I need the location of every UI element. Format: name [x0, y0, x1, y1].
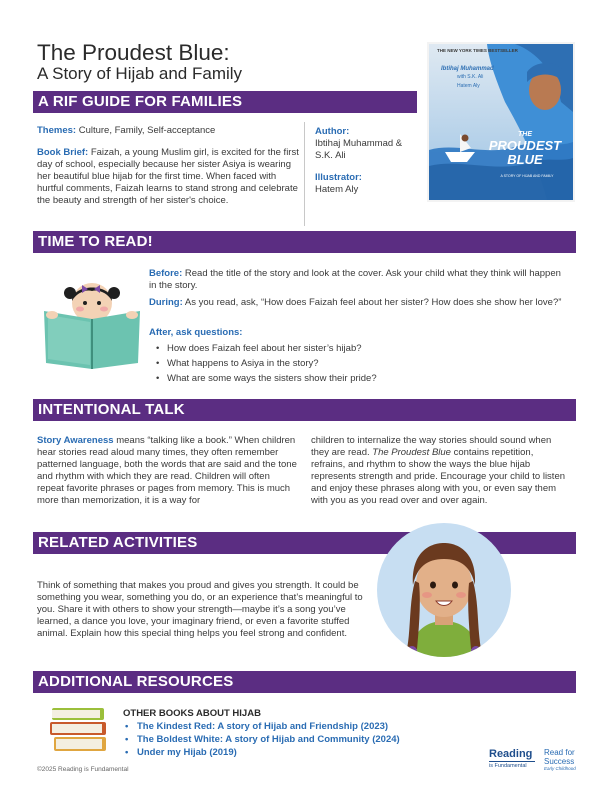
page-subtitle: A Story of Hijab and Family — [37, 64, 243, 83]
resources-subheading: OTHER BOOKS ABOUT HIJAB — [123, 708, 261, 719]
cover-title — [485, 130, 565, 167]
resource-list — [123, 720, 400, 759]
cover-tagline: THE NEW YORK TIMES BESTSELLER — [437, 48, 518, 53]
additional-resources-heading: ADDITIONAL RESOURCES — [33, 671, 576, 693]
rif-logo-line2: is Fundamental — [489, 763, 527, 769]
rfs-logo — [544, 748, 594, 778]
col2-book-title: The Proudest Blue — [372, 447, 451, 458]
column-divider — [304, 122, 305, 226]
after-label — [149, 327, 564, 339]
book-cover — [427, 42, 575, 202]
story-awareness-col2 — [311, 435, 569, 507]
guide-heading: A RIF GUIDE FOR FAMILIES — [33, 91, 417, 113]
girl-portrait-icon — [377, 523, 511, 657]
question-list — [150, 341, 565, 386]
book-brief-text: Faizah, a young Muslim girl, is excited for the first day of school, especially because her sister Asiya is wearing her beautiful blue hijab for the first time. When faced with hurtful comments, Faizah learns to stand strong and celebrate the beauty and strength of her sister's choice. — [37, 147, 299, 206]
story-awareness-col1 — [37, 435, 297, 507]
rfs-logo-line3: Early Childhood — [544, 766, 576, 771]
reading-girl-icon — [42, 273, 142, 369]
list-item[interactable]: • Under my Hijab (2019) — [123, 746, 400, 759]
list-item[interactable]: • The Boldest White: A story of Hijab and Community (2024) — [123, 733, 400, 746]
author-line1: Ibtihaj Muhammad & — [315, 138, 403, 149]
book-stack-icon — [48, 706, 112, 754]
cover-title-proudest: PROUDEST — [488, 138, 562, 153]
author-line2: S.K. Ali — [315, 150, 346, 161]
time-to-read-heading: TIME TO READ! — [33, 231, 576, 253]
during-label: During: — [149, 297, 183, 308]
copyright: ©2025 Reading is Fundamental — [37, 766, 129, 773]
rif-logo — [489, 748, 539, 774]
themes-label: Themes: — [37, 125, 77, 136]
during-body: As you read, ask, “How does Faizah feel about her sister? How does she show her love?” — [184, 297, 562, 308]
before-label: Before: — [149, 268, 183, 279]
during-text — [149, 297, 564, 309]
themes-value: Culture, Family, Self-acceptance — [78, 125, 216, 136]
author-block — [315, 126, 423, 196]
list-item: • What are some ways the sisters show their pride? — [150, 371, 565, 386]
related-activities-text: Think of something that makes you proud and gives you strength. It could be something you wear, something you do, or an experience that’s meaningful to you. Share it with others to show your strength—maybe it’s a song you’ve learned, a dance you love, your imaginary friend, or even a favorite stuffed animal. Explain how this special thing helps you feel strong and confident. — [37, 580, 363, 639]
after-label-text: After, ask questions: — [149, 327, 243, 338]
cover-coauthor: with S.K. Ali — [457, 74, 484, 80]
before-text — [149, 268, 564, 292]
rif-logo-line1: Reading — [489, 748, 533, 760]
themes-line — [37, 125, 299, 137]
book-brief — [37, 147, 299, 207]
rfs-logo-line2: Success — [544, 757, 575, 766]
book-stack-illustration — [48, 706, 112, 754]
illustrator-value: Hatem Aly — [315, 184, 359, 195]
list-item: • What happens to Asiya in the story? — [150, 356, 565, 371]
cover-subtitle: A STORY OF HIJAB AND FAMILY — [500, 174, 554, 178]
cover-title-the: THE — [518, 131, 532, 138]
before-body: Read the title of the story and look at the cover. Ask your child what they think will happen in the story. — [149, 268, 561, 291]
girl-portrait — [377, 523, 511, 657]
col2-text-b: contains repetition, refrains, and rhythm to show the ways the blue hijab represents strength and pride. Encourage your child to listen and enjoy these phrases along with you, or even say them with you as you read over and over again. — [311, 447, 566, 506]
related-activities-heading: RELATED ACTIVITIES — [33, 532, 576, 554]
author-label: Author: — [315, 126, 350, 137]
illustrator-label: Illustrator: — [315, 172, 362, 183]
col2-text-a: children to internalize the way stories should sound when they are read. — [311, 435, 552, 458]
cover-author: Ibtihaj Muhammad — [441, 66, 494, 72]
rif-logo-rule — [489, 761, 535, 762]
reading-girl-illustration — [42, 273, 142, 369]
list-item[interactable]: • The Kindest Red: A story of Hijab and Friendship (2023) — [123, 720, 400, 733]
cover-illustrator: Hatem Aly — [457, 83, 480, 89]
list-item: • How does Faizah feel about her sister’s hijab? — [150, 341, 565, 356]
rfs-logo-line1: Read for — [544, 748, 575, 757]
story-awareness-label: Story Awareness — [37, 435, 114, 446]
intentional-talk-heading: INTENTIONAL TALK — [33, 399, 576, 421]
page-title: The Proudest Blue: — [37, 40, 230, 65]
cover-title-blue: BLUE — [507, 152, 543, 167]
story-awareness-text: means “talking like a book.” When children hear stories read aloud many times, they often remember patterned language, both the words that are said and the tone and rhythm with which they are read. Children will often repeat favorite phrases or pages from memory. This is much more than memorization, it is a way for — [37, 435, 297, 506]
book-brief-label: Book Brief: — [37, 147, 89, 158]
